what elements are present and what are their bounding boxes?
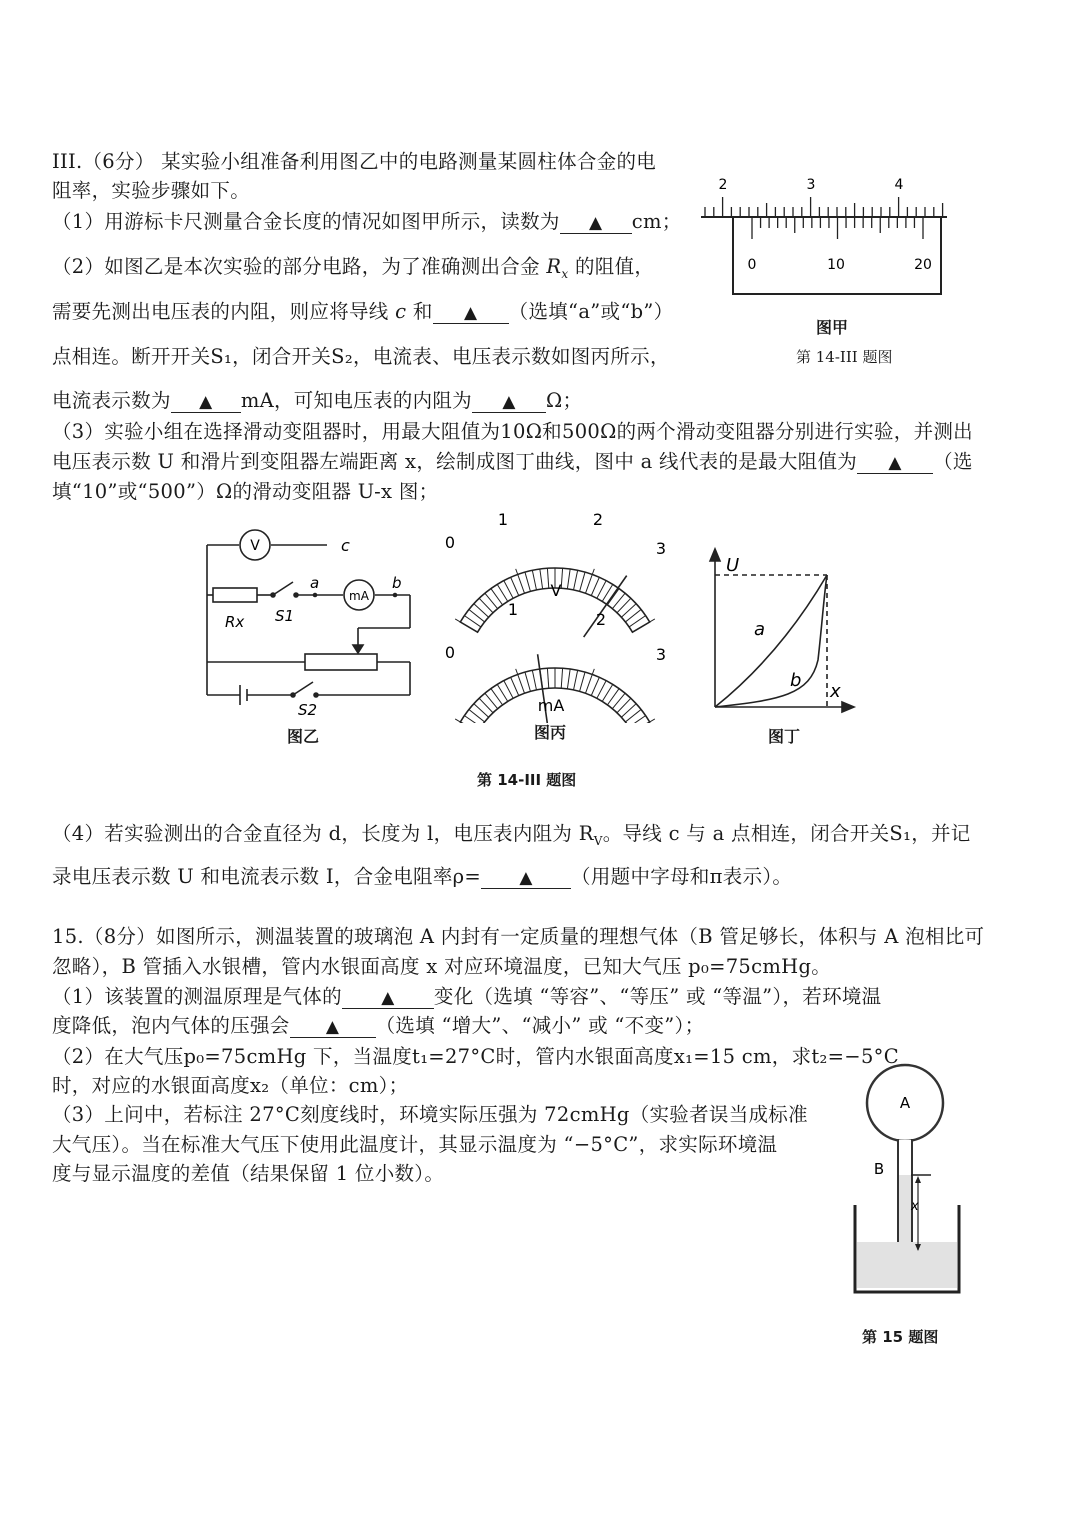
curve-b-label: b [790,670,802,691]
dial-tick [547,668,548,688]
s1-label: S1 [275,607,295,625]
dial-tick [591,577,599,595]
dial-tick [591,677,599,695]
ma-unit-label: mA [537,696,565,715]
vernier-scale-label: 20 [914,257,932,273]
q14-step3-line2 [52,446,973,474]
resistor-rx-icon [213,588,257,602]
q15-line1: 15.（8分）如图所示，测温装置的玻璃泡 A 内封有一定质量的理想气体（B 管足够长，体积与 A 泡相比可 [52,925,985,948]
answer-blank-5[interactable]: ▲ [857,453,933,474]
fig-yi-caption: 图乙 [287,727,320,746]
dial-tick [525,672,530,691]
fig-bing-caption: 图丙 [534,723,567,742]
fig-jia-caption: 图甲 [816,318,849,337]
q14-step3-line1: （3）实验小组在选择滑动变阻器时，用最大阻值为10Ω和500Ω的两个滑动变阻器分别进行实验，并测出 [52,420,973,443]
q15-l3-text-b: 变化（选填 “等容”、“等压” 或 “等温”），若环境温 [433,985,882,1008]
q14-step3-line3: 填“10”或“500”）Ω的滑动变阻器 U-x 图； [52,480,439,503]
dial-tick [547,568,548,588]
dial-tick [511,577,519,595]
dial-tick [574,570,578,590]
answer-blank-6[interactable]: ▲ [481,868,571,889]
step3-text-b: 电压表示数 U 和滑片到变阻器左端距离 x，绘制成图丁曲线，图中 a 线代表的是最大阻值为 [52,450,858,473]
q15-l4-text-a: 度降低，泡内气体的压强会 [52,1014,290,1037]
q15-line7: （3）上问中，若标注 27°C刻度线时，环境实际压强为 72cmHg（实验者误当成标准 [52,1103,808,1126]
voltmeter-dial [455,568,655,637]
q14-heading-cont: 阻率，实验步骤如下。 [52,179,251,202]
vernier-scale-label: 10 [827,257,845,273]
step2-text-d: 和 [412,300,433,323]
answer-blank-1[interactable]: ▲ [560,213,632,234]
dial-tick [597,581,606,599]
step2-text-i: Ω； [546,389,583,412]
answer-blank-7[interactable]: ▲ [342,988,434,1009]
fig14-caption: 第 14-III 题图 [477,771,577,789]
dial-tick [532,670,536,690]
step4-text-b: 。导线 c 与 a 点相连，闭合开关S₁，并记 [602,822,971,845]
q15-l3-text-a: （1）该装置的测温原理是气体的 [52,985,342,1008]
ma-scale-label: 2 [595,610,607,629]
vernier-scale-label: 0 [747,257,757,273]
rv-subscript: V [593,833,603,848]
node-b-label: b [392,574,402,592]
v-scale-label: 1 [497,510,509,529]
main-scale-label: 3 [806,177,816,193]
q14-heading: III.（6分） 某实验小组准备利用图乙中的电路测量某圆柱体合金的电 [52,150,657,173]
step2-text-a: （2）如图乙是本次实验的部分电路，为了准确测出合金 [52,255,540,278]
curve-a [715,575,827,707]
v-unit-label: V [550,581,562,600]
ma-scale-label: 1 [507,600,519,619]
step4-text-d: （用题中字母和π表示）。 [571,865,793,888]
node-a-label: a [310,574,320,592]
q15-l4-text-b: （选填 “增大”、“减小” 或 “不变”）； [375,1014,705,1037]
dial-tick [532,570,536,590]
dial-tick [597,681,606,699]
dial-tick [525,572,530,591]
dial-tick [504,581,513,599]
meters-figure [435,508,675,723]
wire-c-symbol: c [395,300,407,323]
dial-tick [561,668,562,688]
q14-step2-line1 [52,251,654,281]
q15-line4 [52,1010,704,1038]
answer-blank-8[interactable]: ▲ [290,1017,376,1038]
main-scale-label: 2 [718,177,728,193]
step2-text-e: （选填“a”或“b”） [508,300,674,323]
step2-text-b: 的阻值， [574,255,655,278]
rx-label: Rx [225,613,245,631]
tube-label: B [873,1160,885,1178]
ammeter-label: mA [349,589,369,603]
voltmeter-label: V [250,538,260,554]
step4-text-c: 录电压表示数 U 和电流表示数 I，合金电阻率ρ= [52,865,482,888]
u-x-graph [700,545,860,715]
height-label: x [911,1199,919,1214]
dial-tick [455,619,477,632]
q15-line5: （2）在大气压p₀=75cmHg 下，当温度t₁=27°C时，管内水银面高度x₁=15 cm，求t₂=−5°C [52,1045,899,1068]
bulb-label: A [899,1094,911,1112]
answer-blank-4[interactable]: ▲ [472,392,546,413]
q15-line9: 度与显示温度的差值（结果保留 1 位小数）。 [52,1162,445,1185]
rheostat-slider-icon [353,645,363,653]
step4-text-a: （4）若实验测出的合金直径为 d，长度为 l，电压表内阻为 R [52,822,594,845]
q14-step2-line3: 点相连。断开开关S₁，闭合开关S₂，电流表、电压表示数如图丙所示， [52,345,670,368]
v-scale-label: 0 [444,533,456,552]
dial-tick [574,670,578,690]
step1-text: （1）用游标卡尺测量合金长度的情况如图甲所示，读数为 [52,210,560,233]
x-axis-label: x [830,681,841,702]
switch-s1-icon [273,582,293,595]
switch-s2-icon [293,682,313,695]
curve-b [715,575,827,707]
dial-tick [567,569,570,589]
q15-line2: 忽略），B 管插入水银槽，管内水银面高度 x 对应环境温度，已知大气压 p₀=75cmHg。 [52,955,832,978]
rheostat-icon [305,654,377,670]
q15-line6: 时，对应的水银面高度x₂（单位：cm）； [52,1074,409,1097]
q14-step4-line1 [52,818,971,848]
dial-tick [580,672,585,691]
dial-tick [511,677,519,695]
curve-a-label: a [754,619,766,640]
fig-ding-caption: 图丁 [768,727,801,746]
thermometer-figure [845,1060,970,1300]
main-scale-label: 4 [894,177,904,193]
v-scale-label: 3 [655,539,667,558]
fig-jia-subcaption: 第 14-III 题图 [796,348,893,366]
step2-text-c: 需要先测出电压表的内阻，则应将导线 [52,300,389,323]
ma-scale-label: 0 [444,643,456,662]
fig15-caption: 第 15 题图 [862,1328,939,1346]
step2-text-g: 电流表示数为 [52,389,171,412]
u-axis-label: U [726,555,740,576]
q14-step4-line2 [52,861,792,889]
step3-text-c: （选 [933,450,973,473]
step2-text-h: mA，可知电压表的内阻为 [240,389,472,412]
s2-label: S2 [298,701,318,719]
q15-line8: 大气压）。当在标准大气压下使用此温度计，其显示温度为 “−5°C”，求实际环境温 [52,1133,778,1156]
node-c-label: c [341,536,350,555]
q14-step2-line2 [52,296,673,324]
answer-blank-3[interactable]: ▲ [171,392,241,413]
ma-scale-label: 3 [655,645,667,664]
dial-tick [504,681,513,699]
circuit-figure [195,525,425,720]
q14-step1 [52,206,682,234]
dial-tick [632,619,654,632]
step1-unit: cm； [631,210,682,233]
q15-line3 [52,981,881,1009]
vernier-caliper-figure [695,170,955,300]
dial-tick [580,572,585,591]
v-scale-label: 2 [592,510,604,529]
dial-tick [540,569,543,589]
dial-tick [567,669,570,689]
q14-step2-line4 [52,385,582,413]
rx-symbol: $R_x$ [546,255,569,281]
answer-blank-2[interactable]: ▲ [433,303,509,324]
